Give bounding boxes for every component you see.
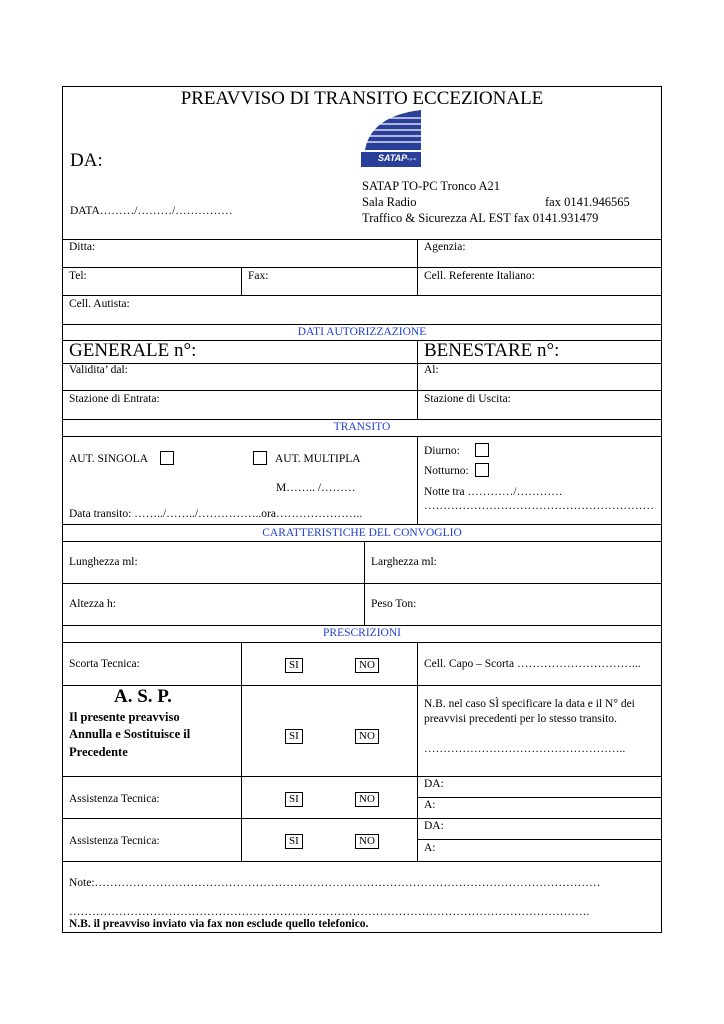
nb-line-1: N.B. nel caso SÌ specificare la data e il N° dei xyxy=(424,698,635,710)
notturno-label: Notturno: xyxy=(424,465,469,477)
generale-field[interactable]: GENERALE n°: xyxy=(69,340,197,361)
scorta-si-box[interactable]: SI xyxy=(285,658,303,673)
contact-line-2-right: fax 0141.946565 xyxy=(545,195,630,209)
notturno-checkbox[interactable] xyxy=(475,463,489,477)
section-title-convoglio: CARATTERISTICHE DEL CONVOGLIO xyxy=(262,527,462,539)
m-field[interactable]: M…….. /……… xyxy=(276,482,356,494)
al-field[interactable]: Al: xyxy=(424,364,439,376)
aut-multipla-label: AUT. MULTIPLA xyxy=(275,453,361,465)
validita-field[interactable]: Validita’ dal: xyxy=(69,364,128,376)
assistenza-2-a[interactable]: A: xyxy=(424,842,436,854)
form-title: PREAVVISO DI TRANSITO ECCEZIONALE xyxy=(180,88,544,109)
section-title-prescrizioni: PRESCRIZIONI xyxy=(323,627,401,639)
section-title-transito: TRANSITO xyxy=(333,421,391,433)
scorta-no-box[interactable]: NO xyxy=(355,658,379,673)
cell-referente-field[interactable]: Cell. Referente Italiano: xyxy=(424,270,535,282)
tel-field[interactable]: Tel: xyxy=(69,270,87,282)
nb-dots[interactable]: …………………………………………….. xyxy=(424,743,626,755)
asp-line-1: Il presente preavviso xyxy=(69,710,180,724)
stazione-entrata-field[interactable]: Stazione di Entrata: xyxy=(69,393,160,405)
assistenza-1-a[interactable]: A: xyxy=(424,799,436,811)
aut-singola-checkbox[interactable] xyxy=(160,451,174,465)
altezza-field[interactable]: Altezza h: xyxy=(69,598,116,610)
cell-autista-field[interactable]: Cell. Autista: xyxy=(69,298,130,310)
aut-singola-label: AUT. SINGOLA xyxy=(69,453,149,465)
assistenza-1-label: Assistenza Tecnica: xyxy=(69,793,160,805)
note-dots[interactable]: ………………………………………………………………………………………………………………………. xyxy=(69,906,590,918)
section-title-autorizzazione: DATI AUTORIZZAZIONE xyxy=(297,326,427,338)
asp-title: A. S. P. xyxy=(114,686,172,707)
logo-text: SATAP xyxy=(378,153,408,163)
assistenza-1-da[interactable]: DA: xyxy=(424,778,444,790)
footer-note: N.B. il preavviso inviato via fax non esclude quello telefonico. xyxy=(69,918,369,930)
assistenza-2-label: Assistenza Tecnica: xyxy=(69,835,160,847)
from-label: DA: xyxy=(70,150,103,171)
peso-field[interactable]: Peso Ton: xyxy=(371,598,417,610)
larghezza-field[interactable]: Larghezza ml: xyxy=(371,556,437,568)
notte-tra-field[interactable]: Notte tra …………/………… xyxy=(424,486,563,498)
data-transito-field[interactable]: Data transito: ……../……../……………..ora………………….. xyxy=(69,508,363,520)
agenzia-field[interactable]: Agenzia: xyxy=(424,241,466,253)
nb-line-2: preavvisi precedenti per lo stesso transito. xyxy=(424,713,617,725)
ditta-field[interactable]: Ditta: xyxy=(69,241,96,253)
benestare-field[interactable]: BENESTARE n°: xyxy=(424,340,560,361)
date-field[interactable]: DATA………/………/…………… xyxy=(70,205,233,217)
assistenza-2-da[interactable]: DA: xyxy=(424,820,444,832)
diurno-checkbox[interactable] xyxy=(475,443,489,457)
asp-no-box[interactable]: NO xyxy=(355,729,379,744)
asp-line-2: Annulla e Sostituisce il xyxy=(69,727,191,741)
aut-multipla-checkbox[interactable] xyxy=(253,451,267,465)
assistenza-2-no-box[interactable]: NO xyxy=(355,834,379,849)
stazione-uscita-field[interactable]: Stazione di Uscita: xyxy=(424,393,511,405)
assistenza-1-no-box[interactable]: NO xyxy=(355,792,379,807)
assistenza-1-si-box[interactable]: SI xyxy=(285,792,303,807)
contact-line-2-left: Sala Radio xyxy=(362,195,417,209)
asp-si-box[interactable]: SI xyxy=(285,729,303,744)
contact-line-1: SATAP TO-PC Tronco A21 xyxy=(362,179,501,193)
fax-field[interactable]: Fax: xyxy=(248,270,269,282)
notte-dots: …………………………………………………… xyxy=(424,500,654,512)
logo-suffix: s.p.a. xyxy=(407,156,417,161)
note-field[interactable]: Note:…………………………………………………………………………………………………………………… xyxy=(69,877,601,889)
lunghezza-field[interactable]: Lunghezza ml: xyxy=(69,556,138,568)
scorta-label: Scorta Tecnica: xyxy=(69,658,140,670)
asp-line-3: Precedente xyxy=(69,745,128,759)
cell-capo-field[interactable]: Cell. Capo – Scorta …………………………... xyxy=(424,658,641,670)
diurno-label: Diurno: xyxy=(424,445,460,457)
contact-line-3: Traffico & Sicurezza AL EST fax 0141.931479 xyxy=(362,211,599,225)
satap-logo xyxy=(361,108,421,168)
assistenza-2-si-box[interactable]: SI xyxy=(285,834,303,849)
